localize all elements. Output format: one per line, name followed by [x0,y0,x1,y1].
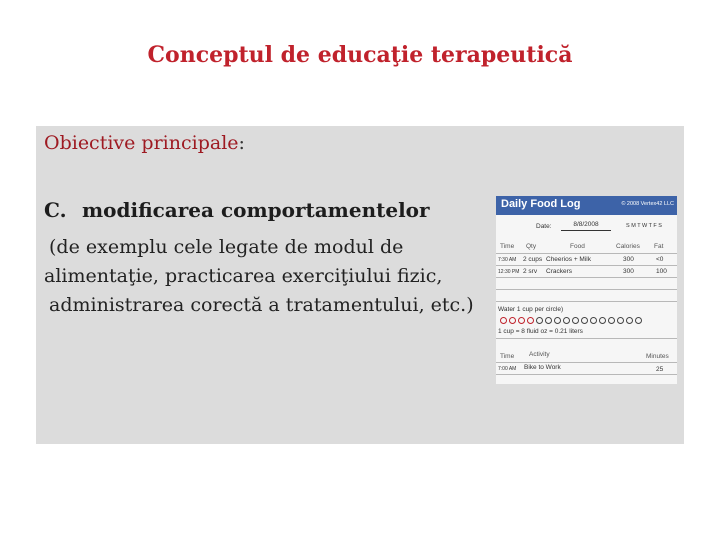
col-fat: Fat [654,243,664,250]
water-circle [608,317,615,324]
food-log-header [496,196,677,215]
date-label: Date: [536,223,552,230]
water-circle [554,317,561,324]
food-log-image [496,196,677,384]
food-row-time: 12:30 PM [498,269,520,275]
divider [496,301,677,302]
water-circle [536,317,543,324]
water-circle [581,317,588,324]
description-line: (de exemplu cele legate de modul de [49,236,404,258]
water-circle [572,317,579,324]
divider [496,338,677,339]
water-circle-filled [527,317,534,324]
days-of-week: S M T W T F S [626,223,662,229]
point-description [44,233,517,320]
water-label: Water 1 cup per circle) [498,306,564,313]
date-value: 8/8/2008 [561,221,611,231]
divider [496,253,677,254]
water-circle-filled [509,317,516,324]
subtitle [44,132,245,154]
water-circle [545,317,552,324]
point-letter: C. [44,198,67,222]
food-row-qty: 2 cups [523,256,543,263]
food-log-copyright: © 2008 Vertex42 LLC [621,201,674,207]
food-row-time: 7:30 AM [498,257,517,263]
slide-title: Conceptul de educaţie terapeutică [147,42,573,68]
water-tracker [500,317,642,324]
col-calories: Calories [616,243,640,250]
point-heading [44,198,430,222]
food-row-calories: 300 [623,268,634,275]
description-line: administrarea corectă a tratamentului, etc.) [49,294,474,316]
food-row-calories: 300 [623,256,634,263]
col-time: Time [500,243,515,250]
food-row-fat: 100 [656,268,667,275]
water-circle-filled [500,317,507,324]
food-row-fat: <0 [656,256,664,263]
activity-row-time: 7:00 AM [498,366,517,372]
activity-row-minutes: 25 [656,366,664,373]
activity-row-activity: Bike to Work [524,364,561,371]
divider [496,374,677,375]
subtitle-colon: : [238,132,245,154]
divider [496,289,677,290]
subtitle-text: Obiective principale [44,132,239,154]
activity-col-minutes: Minutes [646,353,669,360]
content-panel [36,126,684,444]
food-row-qty: 2 srv [523,268,538,275]
water-circle [635,317,642,324]
divider [496,362,677,363]
food-row-food: Cheerios + Milk [546,256,591,263]
point-heading-text: modificarea comportamentelor [82,198,430,222]
col-qty: Qty [526,243,537,250]
activity-col-time: Time [500,353,515,360]
activity-col-activity: Activity [529,351,550,358]
description-line: alimentaţie, practicarea exerciţiului fizic, [44,265,443,287]
water-circle [590,317,597,324]
water-circle-filled [518,317,525,324]
water-note: 1 cup = 8 fluid oz = 0.21 liters [498,328,583,335]
water-circle [626,317,633,324]
food-log-title: Daily Food Log [501,198,581,210]
col-food: Food [570,243,585,250]
divider [496,265,677,266]
divider [496,277,677,278]
food-row-food: Crackers [546,268,573,275]
water-circle [599,317,606,324]
water-circle [563,317,570,324]
water-circle [617,317,624,324]
